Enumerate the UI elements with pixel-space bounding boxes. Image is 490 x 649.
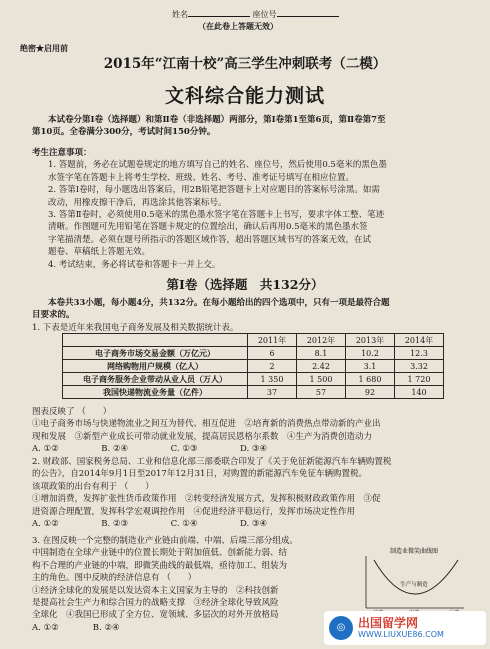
q1-line: 图表反映了 （ ） (32, 407, 112, 417)
notes-heading: 考生注意事项： (32, 148, 92, 158)
table-header-cell: 2011年 (248, 334, 297, 347)
watermark-name: 出国留学网 (358, 616, 419, 630)
watermark-url: WWW.LIUXUE86.COM (358, 630, 444, 639)
name-label: 姓名 (172, 10, 188, 19)
section-desc-line: 目要求的。 (32, 310, 75, 321)
q2-line: 的公告》，自2014年9月1日至2017年12月31日，对购置的新能源汽车免征车辆购置税。 (32, 469, 367, 480)
table-cell: 3.1 (346, 360, 395, 373)
table-header-cell: 2012年 (297, 334, 346, 347)
intro-line: 本试卷分第Ⅰ卷（选择题）和第Ⅱ卷（非选择题）两部分，第Ⅰ卷第1至第6页，第Ⅱ卷第7至 (48, 115, 386, 125)
section-title: 第Ⅰ卷（选择题 共132分） (166, 277, 324, 292)
q1-options: A. ①② B. ②④ C. ①③ D. ③④ (32, 444, 268, 455)
note-line: 2. 答第Ⅰ卷时，每小题选出答案后，用2B铅笔把答题卡上对应题目的答案标号涂黑。如需 (48, 185, 380, 196)
intro (32, 114, 472, 139)
table-cell: 1 720 (395, 373, 444, 386)
table-cell: 2 (248, 360, 297, 373)
table-cell: 140 (395, 386, 444, 399)
table-cell: 1 680 (346, 373, 395, 386)
table-header-cell: 2013年 (346, 334, 395, 347)
watermark-text (358, 616, 444, 640)
table-row-label: 电子商务服务企业带动从业人员（万人） (63, 373, 248, 386)
table-cell: 6 (248, 347, 297, 360)
table-row (63, 386, 444, 399)
smile-curve-chart (358, 546, 470, 616)
table-cell: 8.1 (297, 347, 346, 360)
table-cell: 2.42 (297, 360, 346, 373)
q3-line: 是提高社会生产力和综合国力的战略支撑 ③经济全球化导致风险 (32, 598, 279, 609)
q2-options: A. ①② B. ②③ C. ①④ D. ③④ (32, 519, 268, 530)
q2-body (32, 456, 472, 530)
q1-stem: 1. 下表是近年来我国电子商务发展及相关数据统计表。 (32, 323, 239, 333)
globe-icon: ◎ (329, 616, 353, 640)
section-desc-line: 本卷共33小题，每小题4分，共132分。在每小题给出的四个选项中，只有一项是最符合题 (48, 298, 390, 308)
section-desc (32, 297, 472, 322)
q3-line: ①经济全球化的发展是以发达资本主义国家为主导的 ②科技创新 (32, 585, 279, 596)
q3-line: 构不合理的产业链的中端，即微笑曲线的最低端，亟待加工、组装为 (32, 560, 288, 571)
table-row-label: 网络购物用户规模（亿人） (63, 360, 248, 373)
secret-mark: 绝密★启用前 (20, 43, 68, 53)
q2-line: 2. 财政部、国家税务总局、工业和信息化部三部委联合印发了《关于免征新能源汽车车辆购置税 (32, 457, 392, 467)
q3-line: 全球化 ④我国已形成了全方位、宽领域、多层次的对外开放格局 (32, 610, 279, 621)
note-line: 题卷、草稿纸上答题无效。 (48, 247, 151, 258)
table-corner (63, 334, 248, 347)
name-seat-line (172, 9, 339, 20)
exam-title: 2015年“江南十校”高三学生冲刺联考（二模） (103, 56, 387, 72)
smile-curve (374, 560, 458, 594)
ecommerce-data-table (62, 333, 444, 399)
q3-line: 主的角色。图中反映的经济信息有 （ ） (32, 573, 197, 584)
table-cell: 1 500 (297, 373, 346, 386)
notice: （在此卷上答题无效） (198, 21, 278, 31)
exam-subtitle: 文科综合能力测试 (164, 85, 325, 107)
note-line: 3. 答第Ⅱ卷时，必须使用0.5毫米的黑色墨水签字笔在答题卡上书写，要求字体工整、笔迹 (48, 210, 385, 221)
q1-body (32, 406, 472, 456)
table-cell: 1 350 (248, 373, 297, 386)
note-line: 改动，用橡皮擦干净后，再选涂其他答案标号。 (48, 197, 227, 208)
table-header-row (63, 334, 444, 347)
note-line: 1. 答题前，务必在试题卷规定的地方填写自己的姓名、座位号，然后使用0.5毫米的黑色墨 (48, 160, 387, 171)
q1-line: ①电子商务市场与快递物流业之间互为替代、相互促进 ②培育新的消费热点带动新的产业出 (32, 419, 381, 430)
candidate-notes (32, 147, 472, 271)
note-line: 水签字笔在答题卡上将考生学校、班级、姓名、考号、准考证号填写在相应位置。 (48, 172, 355, 183)
q3-body (32, 535, 357, 634)
note-line: 清晰。作图题可先用铅笔在答题卡规定的位置绘出，确认后再用0.5毫米的黑色墨水签 (48, 222, 368, 233)
table-cell: 57 (297, 386, 346, 399)
table-cell: 37 (248, 386, 297, 399)
chart-title: 制造业微笑曲线图 (389, 548, 439, 555)
table-row (63, 347, 444, 360)
table-cell: 3.32 (395, 360, 444, 373)
q2-line: 进资源合理配置，发挥科学宏观调控作用 ④促进经济平稳运行，发挥市场决定性作用 (32, 506, 356, 517)
table-cell: 92 (346, 386, 395, 399)
table-cell: 10.2 (346, 347, 395, 360)
table-row (63, 373, 444, 386)
note-line: 4. 考试结束，务必将试卷和答题卡一并上交。 (48, 259, 221, 270)
table-header-cell: 2014年 (395, 334, 444, 347)
q2-line: ①增加消费，发挥扩张性货币政策作用 ②转变经济发展方式，发挥积极财政政策作用 ③促 (32, 494, 381, 505)
table-cell: 12.3 (395, 347, 444, 360)
chart-middle-label: 生产与制造 (400, 582, 428, 588)
watermark-logo (324, 611, 486, 645)
table-row (63, 360, 444, 373)
table-row-label: 电子商务市场交易金额（万亿元） (63, 347, 248, 360)
intro-line: 第10页。全卷满分300分，考试时间150分钟。 (32, 127, 216, 138)
q1-line: 现和发展 ③新型产业成长可带动就业发展，提高居民恩格尔系数 ④生产为消费创造动力 (32, 431, 373, 442)
seat-label: 座位号 (252, 10, 277, 19)
note-line: 字笔描清楚。必须在题号所指示的答题区域作答，超出答题区域书写的答案无效，在试 (48, 234, 372, 245)
table-row-label: 我国快递物流业务量（亿件） (63, 386, 248, 399)
q3-line: 3. 在图反映一个完整的制造业产业链由前端、中端、后端三部分组成。 (32, 536, 298, 546)
q2-line: 该项政策的出台有利于 （ ） (32, 481, 154, 492)
q3-line: 中国制造在全球产业链中的位置长期处于附加值低、创新能力弱、结 (32, 548, 288, 559)
q3-options: A. ①② B. ②④ (32, 622, 120, 633)
